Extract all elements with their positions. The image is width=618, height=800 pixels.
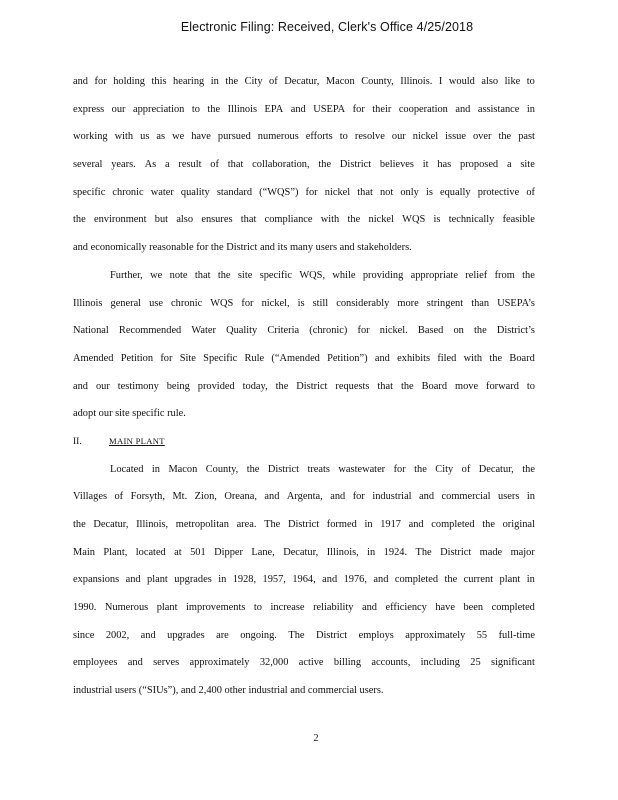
page-number: 2	[313, 733, 319, 744]
text-line: Illinois general use chronic WQS for nickel, is still considerably more stringent than USEPA’s	[73, 297, 535, 309]
text-line: employees and serves approximately 32,000 active billing accounts, including 25 significant	[73, 657, 535, 669]
text-line: since 2002, and upgrades are ongoing. The District employs approximately 55 full-time	[73, 629, 535, 641]
text-line: the environment but also ensures that compliance with the nickel WQS is technically feasible	[73, 214, 535, 226]
text-line: Located in Macon County, the District treats wastewater for the City of Decatur, the	[110, 463, 535, 475]
text-line: National Recommended Water Quality Criteria (chronic) for nickel. Based on the District’s	[73, 325, 535, 337]
paragraph-opening	[73, 68, 535, 262]
paragraph-main-plant	[73, 456, 535, 705]
text-line: working with us as we have pursued numerous efforts to resolve our nickel issue over the past	[73, 131, 535, 143]
text-line: several years. As a result of that collaboration, the District believes it has proposed a site	[73, 159, 535, 171]
text-line: and economically reasonable for the District and its many users and stakeholders.	[73, 242, 412, 254]
text-line: Amended Petition for Site Specific Rule (“Amended Petition”) and exhibits filed with the Board	[73, 352, 535, 364]
text-line: industrial users (“SIUs”), and 2,400 other industrial and commercial users.	[73, 685, 384, 697]
section-number: II.	[73, 436, 82, 447]
filing-stamp-header: Electronic Filing: Received, Clerk's Office 4/25/2018	[180, 20, 474, 34]
text-line: expansions and plant upgrades in 1928, 1957, 1964, and 1976, and completed the current plant in	[73, 574, 535, 586]
paragraph-request	[73, 262, 535, 428]
document-body	[73, 68, 535, 705]
text-line: and our testimony being provided today, the District requests that the Board move forward to	[73, 380, 535, 392]
text-line: Further, we note that the site specific WQS, while providing appropriate relief from the	[110, 269, 535, 281]
text-line: and for holding this hearing in the City of Decatur, Macon County, Illinois. I would also like to	[73, 76, 535, 87]
text-line: the Decatur, Illinois, metropolitan area. The District formed in 1917 and completed the original	[73, 519, 535, 530]
text-line: specific chronic water quality standard (“WQS”) for nickel that not only is equally protective of	[73, 186, 535, 198]
text-line: 1990. Numerous plant improvements to increase reliability and efficiency have been completed	[73, 602, 535, 614]
text-line: adopt our site specific rule.	[73, 408, 186, 420]
text-line: express our appreciation to the Illinois EPA and USEPA for their cooperation and assistance in	[73, 103, 535, 115]
text-line: Villages of Forsyth, Mt. Zion, Oreana, and Argenta, and for industrial and commercial users in	[73, 491, 535, 503]
section-title: MAIN PLANT	[109, 435, 165, 446]
text-line: Main Plant, located at 501 Dipper Lane, Decatur, Illinois, in 1924. The District made major	[73, 546, 535, 558]
section-heading	[73, 428, 535, 456]
